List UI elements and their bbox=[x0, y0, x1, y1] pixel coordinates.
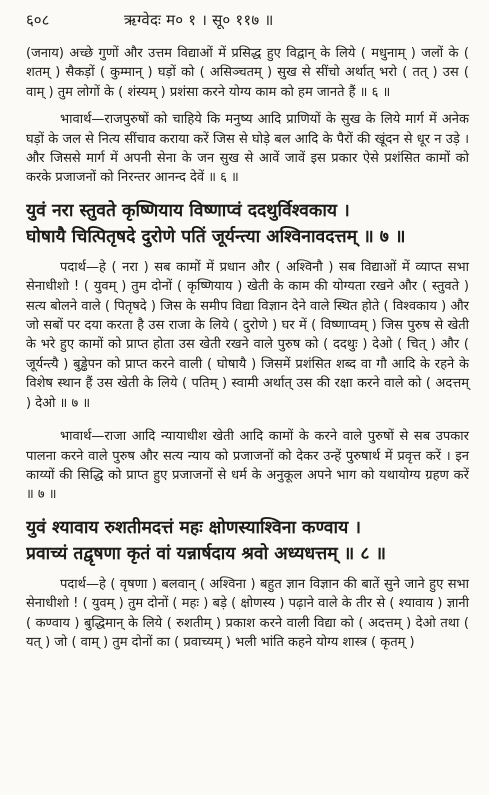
text-line: विज्ञान देने वाले स्थित होते ( विश्वकाय ) और जो सबों पर दया करता है उस bbox=[26, 298, 469, 334]
text-line: योग्यता रखने और ( स्तुवते ) सत्य बोलने वाले ( पितृषदे ) जिस के समीप विद्या bbox=[26, 279, 469, 314]
text-line: काम को हम जानते हैं ॥ ६ ॥ bbox=[255, 84, 391, 100]
mantra-line: युवं नरा स्तुवते कृष्णियाय विष्णाप्वं ददथुर्विश्वकाय । bbox=[26, 200, 350, 221]
text-line: पढ़ाने वाले के तीर से ( श्यावाय ) ज्ञानी ( कण्वाय ) बुद्धिमान् के लिये bbox=[26, 596, 469, 631]
text-line: भावार्थ—राजा आदि न्यायाधीश खेती आदि कामों के करने वाले bbox=[60, 429, 363, 445]
mantra-7 bbox=[26, 198, 469, 250]
page-header bbox=[26, 0, 469, 44]
padarth-paragraph-8 bbox=[26, 575, 469, 653]
mantra-8 bbox=[26, 515, 469, 567]
text-line: (जनाय) अच्छे गुणों और उत्तम विद्याओं में प्रसिद्ध हुए विद्वान् के लिये ( मधुनाम् ) bbox=[26, 46, 416, 61]
padarth-paragraph-7 bbox=[26, 258, 469, 413]
text-line: अर्थात् भरो ( तत् ) उस ( वाम् ) तुम लोगों के ( शंस्यम् ) प्रशंसा करने योग्य bbox=[26, 65, 469, 100]
text-line: ( वाम् ) तुम दोनों का ( प्रवाच्यम् ) भली भांति कहने योग्य शास्त्र ( कृतम् ) bbox=[71, 634, 415, 650]
text-line: अपनी सेना के जन सुख से आवें जावें इस प्रकार ऐसे प्रशंसित कामों को bbox=[123, 151, 469, 167]
text-line: प्रजाजनों से धर्म के अनुकूल अपने भाग को यथायोग्य ग्रहण करें ॥ ७ ॥ bbox=[26, 467, 469, 503]
continued-padarth-paragraph bbox=[26, 44, 469, 102]
running-title: ऋग्वेदः म० १ । सू० ११७ ॥ bbox=[124, 11, 274, 29]
text-line: में व्याप्त सभा सेनाधीशो ! ( युवम् ) तुम दोनों ( कृष्णियाय ) खेती के काम की bbox=[26, 259, 469, 295]
text-line: घोड़े बल आदि के पैरों की खूंदन से धूर न उड़े । और जिससे मार्ग में bbox=[26, 131, 469, 167]
bhavarth-paragraph-6 bbox=[26, 110, 469, 188]
text-line: अर्थात् उस की रक्षा करने वाले को ( अदत्तम् ) देओ ॥ ७ ॥ bbox=[26, 376, 469, 411]
mantra-line: प्रवाच्यं तद्वृषणा कृतं वां यन्नार्षदाय श्रवो अध्यधत्तम् ॥ ८ ॥ bbox=[26, 543, 387, 564]
text-line: पदार्थ—हे ( वृषणा ) बलवान् ( अश्विना ) बहुत ज्ञान विज्ञान की बातें bbox=[60, 576, 380, 592]
text-line: भावार्थ—राजपुरुषों को चाहिये कि मनुष्य आदि प्राणियों के सुख bbox=[60, 112, 361, 128]
text-line: करके प्रजाजनों को निरन्तर आनन्द देवें ॥ ६ ॥ bbox=[26, 170, 239, 186]
bhavarth-paragraph-7 bbox=[26, 427, 469, 505]
text-line: को देकर उन्हें पुरुषार्थ में प्रवृत्त करें । इन काय्यों की सिद्धि को प्राप्त हुए bbox=[26, 448, 469, 483]
text-line: राजा के लिये ( दुरोणे ) घर में ( विष्णाप्वम् ) जिस पुरुष से खेती के भरे हुए bbox=[26, 318, 469, 353]
text-line: ( रुशतीम् ) प्रकाश करने वाली विद्या को ( अदत्तम् ) देओ तथा ( यत् ) जो bbox=[26, 615, 469, 650]
text-line: शब्द वा गौ आदि के रहने के विशेष स्थान हैं उस खेती के लिये ( पतिम् ) स्वामी bbox=[26, 356, 470, 392]
page-number: ६०८ bbox=[26, 11, 50, 29]
text-line: और ( जूर्यन्त्यै ) बुड्ढेपन को प्राप्त करने वाली ( घोषायै ) जिसमें प्रशंसित bbox=[26, 337, 470, 372]
text-line: सुने जाने हुए सभा सेनाधीशो ! ( युवम् ) तुम दोनों ( महः ) बड़े ( क्षोणस्य ) bbox=[26, 576, 470, 612]
text-line: जलों के ( शतम् ) सैकड़ों ( कुम्मान् ) घड़ों को ( असिञ्चतम् ) सुख से सींचो bbox=[26, 46, 469, 81]
mantra-line: युवं श्यावाय रुशतीमदत्तं महः क्षोणस्याश्विना कण्वाय । bbox=[26, 517, 361, 538]
text-line: पुरुषों से सब उपकार पालना करने वाले पुरुष और सत्य न्याय को प्रजाजनों bbox=[26, 429, 469, 464]
mantra-line: घोषायै चित्पितृषदे दुरोणे पतिं जूर्यन्त्या अश्विनावदत्तम् ॥ ७ ॥ bbox=[26, 226, 406, 247]
text-line: पदार्थ—हे ( नरा ) सब कामों में प्रधान और ( अश्विनौ ) सब विद्याओं bbox=[60, 259, 397, 275]
text-line: के लिये मार्ग में अनेक घड़ों के जल से नित्य सींचाव कराया करें जिस से bbox=[26, 112, 470, 147]
text-line: कामों को प्राप्त होता उस खेती रखने वाले पुरुष को ( ददथुः ) देओ ( चित् ) bbox=[78, 337, 436, 353]
